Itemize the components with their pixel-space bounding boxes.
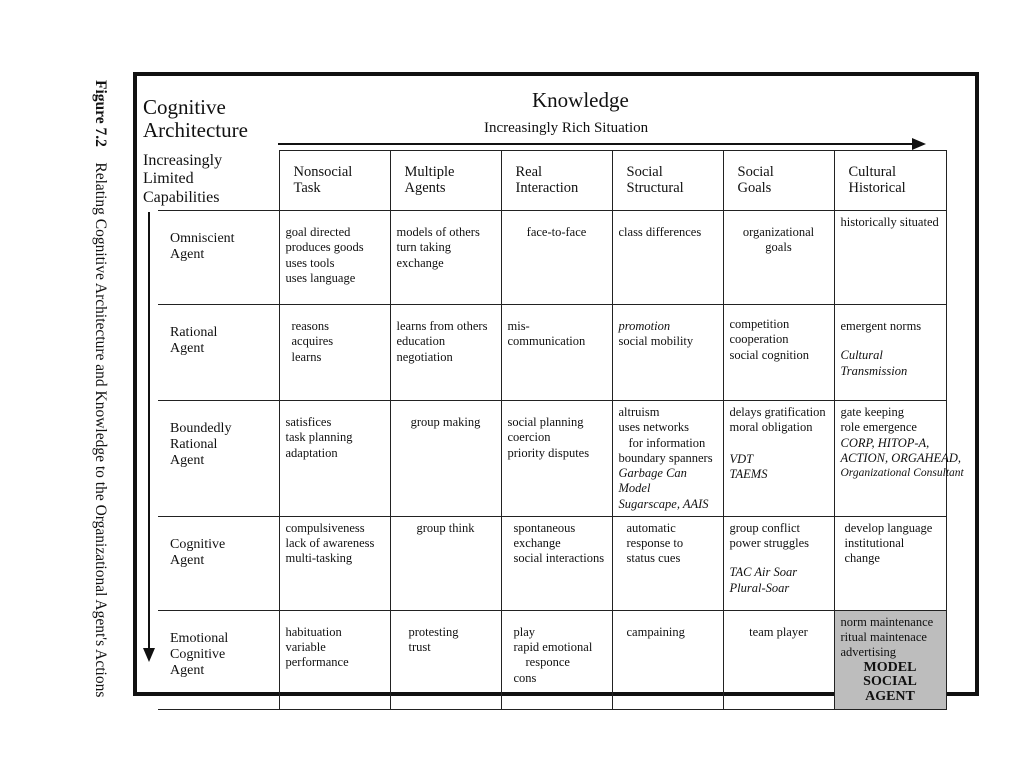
cell: develop language institutional change xyxy=(834,516,946,610)
cell: emergent norms Cultural Transmission xyxy=(834,305,946,401)
cell: compulsiveness lack of awareness multi-tasking xyxy=(279,516,390,610)
column-header-multiple-agents: Multiple Agents xyxy=(390,151,501,211)
table-corner xyxy=(158,151,279,211)
table-row-boundedly-rational-agent xyxy=(158,401,946,517)
column-header-real-interaction: Real Interaction xyxy=(501,151,612,211)
cell: mis- communication xyxy=(501,305,612,401)
figure-caption-text: Relating Cognitive Architecture and Knowledge to the Organizational Agent's Actions xyxy=(92,162,109,698)
cell: gate keeping role emergence CORP, HITOP-A, ACTION, ORGAHEAD, Organizational Consultant xyxy=(834,401,946,517)
right-arrow-icon xyxy=(278,143,914,145)
table-row-emotional-cognitive-agent xyxy=(158,610,946,709)
cell: protesting trust xyxy=(390,610,501,709)
increasingly-rich-label: Increasingly Rich Situation xyxy=(484,120,649,136)
cell: satisfices task planning adaptation xyxy=(279,401,390,517)
column-header-row xyxy=(158,151,946,211)
model-social-agent-cell: norm maintenance ritual maintenace advertising MODEL SOCIAL AGENT xyxy=(834,610,946,709)
row-header-omniscient-agent: Omniscient Agent xyxy=(158,211,279,305)
column-header-social-structural: Social Structural xyxy=(612,151,723,211)
cell: campaining xyxy=(612,610,723,709)
table-row-cognitive-agent xyxy=(158,516,946,610)
cognitive-architecture-title: Cognitive Architecture xyxy=(143,95,248,143)
cell: promotion social mobility xyxy=(612,305,723,401)
cell: reasons acquires learns xyxy=(279,305,390,401)
cell: group conflict power struggles TAC Air Soar Plural-Soar xyxy=(723,516,834,610)
cell: organizational goals xyxy=(723,211,834,305)
architecture-knowledge-table xyxy=(158,150,964,710)
table-row-omniscient-agent xyxy=(158,211,946,305)
column-header-social-goals: Social Goals xyxy=(723,151,834,211)
cell: altruism uses networks for information boundary spanners Garbage Can Model Sugarscape, AAIS xyxy=(612,401,723,517)
cell: habituation variable performance xyxy=(279,610,390,709)
cell: spontaneous exchange social interactions xyxy=(501,516,612,610)
cell: learns from others education negotiation xyxy=(390,305,501,401)
cell: delays gratification moral obligation VDT TAEMS xyxy=(723,401,834,517)
down-arrow-icon xyxy=(148,212,150,648)
cell: models of others turn taking exchange xyxy=(390,211,501,305)
cell: play rapid emotional responce cons xyxy=(501,610,612,709)
figure-caption xyxy=(50,80,110,740)
column-header-nonsocial-task: Nonsocial Task xyxy=(279,151,390,211)
table-row-rational-agent xyxy=(158,305,946,401)
cell: goal directed produces goods uses tools uses language xyxy=(279,211,390,305)
cell: automatic response to status cues xyxy=(612,516,723,610)
figure-label: Figure 7.2 xyxy=(92,80,109,147)
knowledge-title: Knowledge xyxy=(532,88,629,112)
cell: group making xyxy=(390,401,501,517)
cell: historically situated xyxy=(834,211,946,305)
column-header-cultural-historical: Cultural Historical xyxy=(834,151,946,211)
cell: social planning coercion priority disputes xyxy=(501,401,612,517)
row-header-cognitive-agent: Cognitive Agent xyxy=(158,516,279,610)
cell: team player xyxy=(723,610,834,709)
row-header-boundedly-rational-agent: Boundedly Rational Agent xyxy=(158,401,279,517)
cell: group think xyxy=(390,516,501,610)
cell: competition cooperation social cognition xyxy=(723,305,834,401)
cell: class differences xyxy=(612,211,723,305)
row-header-emotional-cognitive-agent: Emotional Cognitive Agent xyxy=(158,610,279,709)
increasingly-limited-label: Increasingly Limited Capabilities xyxy=(143,152,223,206)
row-header-rational-agent: Rational Agent xyxy=(158,305,279,401)
cell: face-to-face xyxy=(501,211,612,305)
